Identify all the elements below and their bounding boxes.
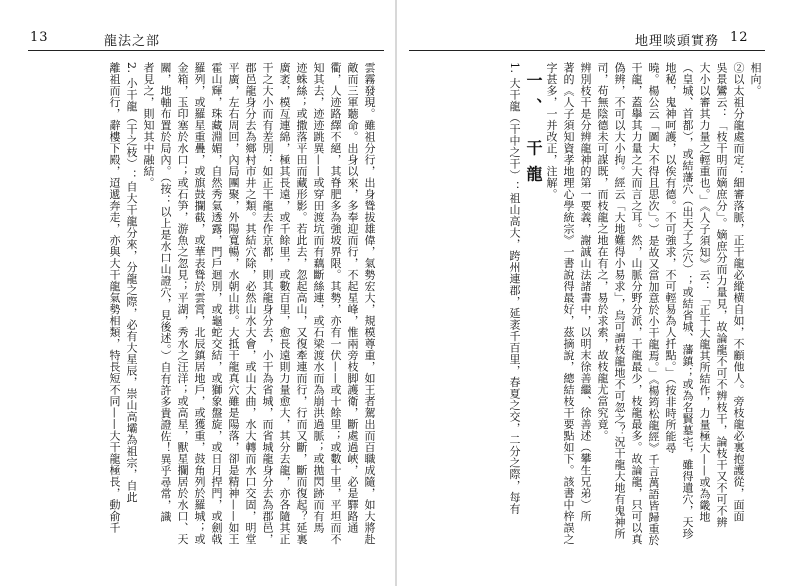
page-number: 13 — [30, 30, 49, 45]
text-column: 敵而三軍聽命。出身以來，多奉迎而行，不起星峰，惟兩旁枝脚護衛，斷處過峽，必是驛路通 — [346, 62, 359, 534]
text-column: 地秘，鬼神呵護，以俟有德。不可強求，不可輕易為人扦點。」（按非時所能尋 — [664, 62, 677, 454]
text-column: 平廣，左右周回，內局團聚，外陽寬暢，水朝山拱。大抵干龍真穴雖是陽落，卻是精神——如王 — [227, 62, 240, 545]
page-number: 12 — [730, 30, 749, 45]
text-column: 金箱，玉印塞於水口；或石笋，游魚之忽見；平湖，秀水之汪洋；或高星，獸星攔居於水口、天 — [176, 62, 189, 545]
text-column: 離祖而行，辭樓下殿，迢遞奔走，亦與大干龍氣勢相類，特長短不同——大干龍極長，動俞千 — [108, 62, 121, 534]
text-column: 廣袤，模亙連綿，極其長遠，或千餘里，或數百里，愈長遠則力量愈大，其分去龍，亦各隨其正 — [278, 62, 291, 545]
text-column: 偽辨，不可以大小拘。經云「大地難得小易求」，烏可謂枝龍地不可忽之？況干龍大地有鬼神所 — [613, 62, 626, 540]
text-column: 干之大小而有差別：如正干龍去作京都，則其龍身分去，小干為省城，而省城龍身分去為郡邑， — [261, 62, 274, 545]
text-column: 吳景鸞云：「枝干明而嫡庶分」。嫡庶分而力量見，故論龍不可不辨枝干，論枝干又不可不辨 — [715, 62, 728, 528]
text-column: 字甚多，一并改正，注解。 — [545, 62, 558, 200]
text-column: 1. 大干龍（干中之干）：祖山高大，跨州連郡，延袤千百里，春夏之交，二分之際，每有 — [508, 62, 521, 515]
text-column: 曉。楊公云「圖大不得且思次」。）是故又當加意於小干龍焉。」《楊筠松龍經》千言萬語皆歸重於 — [647, 62, 660, 546]
header-rule — [28, 50, 384, 51]
text-column: 郡邑龍身分去為鄉村市井之類。其結穴除，必然山水大會，或山大曲，水大轉而水口交固，明堂 — [244, 62, 257, 545]
text-column: 者見之，則知其中融結。 — [142, 62, 155, 189]
text-column: 迹蛛絲；或撒落平田而藏形影。若此去，忽起高山，又復牽連而行，行而又斷，斷而復起？延裏 — [295, 62, 308, 545]
header-rule — [409, 50, 765, 51]
text-column: 雲霧發現。雖祖分行，出身聳拔雄偉，氣勢宏大，規模尊重，如王者駕出而百職成隨，如大將赴 — [363, 62, 376, 545]
text-column: 辨別枝干是分辨龍神的第一要義，謝誠山法諸書中，以明末徐善繼、徐善述（攀生兄弟）所 — [579, 62, 592, 522]
text-column: 干龍，蓋擧其力量之大而言之耳。然，山脈分野分派，干龍最少，枝龍最多。故論龍，只可以真 — [630, 62, 643, 545]
text-column: 衢，人迹路繹不絕，其脊肥多為強坡界限。其勢，亦有一伏——或十餘里；或數十里，平坦而不 — [329, 62, 342, 545]
page-header-title: 龍法之部 — [104, 34, 161, 49]
text-column: 司，苟無陰德未可謀既，而枝龍之地在有之，易於求索，故枝龍尤當究竟。 — [596, 62, 609, 442]
text-column: 著的《人子須知資孝地理心學統宗》一書說得最好，茲摘說，總結枝干要點如下。該書中梓誤之 — [562, 62, 575, 545]
text-column: ②以太祖分龍處而定：細審落脈，正干龍必縱横自如，不顧他人。旁枝龍必裏抱護從，面面 — [732, 62, 745, 522]
page-header-title: 地理啖頭實務 — [635, 34, 720, 49]
text-column: 相向。 — [749, 62, 762, 97]
text-column: 知其去，迹迹跳異——或穿田渡坑而有藕斷絲連，或石梁渡水而為崩洪過脈；或拋閃跡而有馬 — [312, 62, 325, 534]
text-columns — [38, 62, 378, 552]
text-column: 大小以審其力量之輕重也。」《人子須知》云：「正干大龍其所結作，力量極大——或為畿地 — [698, 62, 711, 523]
text-column: 霍山輝，珠藏淵媚，自然秀氣透露，門戶迴別，或龜蛇交結，或獅象盤旋，或日月捍門，或劍戟 — [210, 62, 223, 545]
text-column: 羅列，或羅星重疊，或旗鼓攔截，或華表聳於雲霄，北辰鎮居地戶，或獲重，鼓角列於羅城；或 — [193, 62, 206, 545]
text-column: （皇城、首都），或結藩穴（出天子之穴）；或結省城、藩鎮；或為名賢墓宅，雖得遺穴，天珍 — [681, 62, 694, 540]
text-column: 關，地軸布置於局內。（按：以上是水口山證穴，見後述。）自有許多貴證佐！異乎尋常，識 — [159, 62, 172, 523]
section-heading: 一、 干龍 — [524, 72, 543, 192]
left-page — [0, 0, 396, 586]
text-columns — [421, 62, 764, 562]
right-page — [397, 0, 793, 586]
text-column: 2. 小干龍（干之枝）：自大干龍分來，分龍之際，必有大星辰，崇山高壩為祖宗，自此 — [125, 62, 138, 503]
